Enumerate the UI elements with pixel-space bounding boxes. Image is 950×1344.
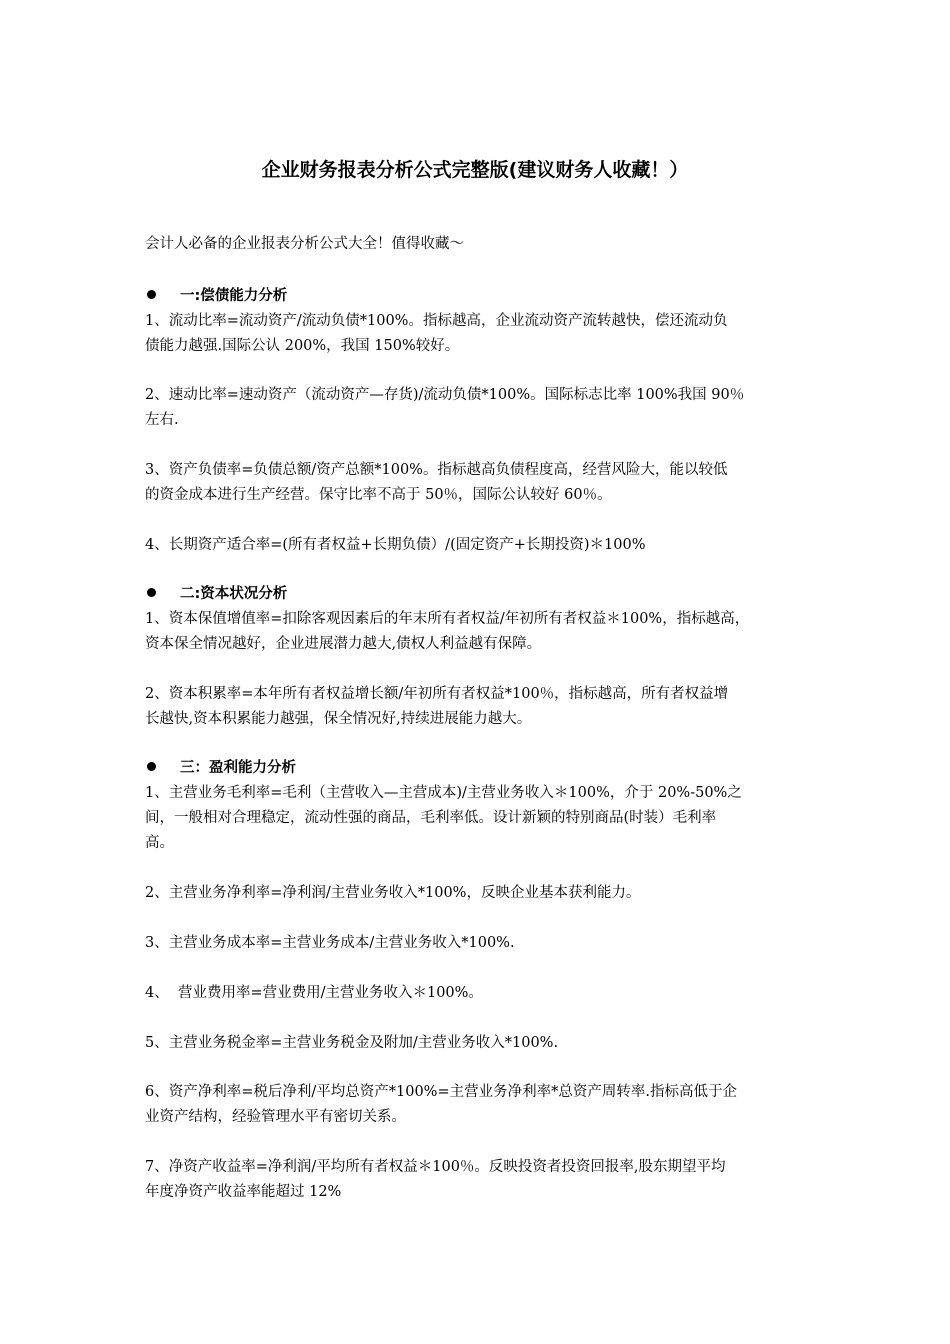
text-line: 1、流动比率=流动资产/流动负债*100%。指标越高，企业流动资产流转越快，偿还流动负 [145,313,728,329]
text-line: 1、资本保值增值率=扣除客观因素后的年末所有者权益/年初所有者权益＊100%，指标越高， [145,611,750,627]
text-line: 业资产结构，经验管理水平有密切关系。 [145,1109,406,1125]
paragraph [145,1031,815,1056]
document-title: 企业财务报表分析公式完整版(建议财务人收藏！） [261,159,689,181]
paragraph [145,383,815,433]
text-line: 债能力越强.国际公认 200%，我国 150%较好。 [145,338,460,354]
paragraph [145,881,815,906]
text-line: 间，一般相对合理稳定，流动性强的商品，毛利率低。设计新颖的特别商品(时装）毛利率 [145,810,717,826]
paragraph [145,1155,815,1205]
intro-text: 会计人必备的企业报表分析公式大全！值得收藏～ [145,236,464,252]
paragraph [145,533,815,558]
paragraph [145,458,815,508]
text-line: 4、 营业费用率=营业费用/主营业务收入＊100%。 [145,985,483,1001]
bullet-icon [147,290,156,299]
section-heading-solvency [145,284,815,309]
text-line: 7、净资产收益率=净利润/平均所有者权益＊100％。反映投资者投资回报率,股东期望平均 [145,1159,726,1175]
paragraph [145,781,815,856]
paragraph [145,309,815,359]
text-line: 高。 [145,835,174,851]
text-line: 1、主营业务毛利率=毛利（主营收入—主营成本)/主营业务收入＊100%，介于 20%-50%之 [145,785,742,801]
text-line: 5、主营业务税金率=主营业务税金及附加/主营业务收入*100%. [145,1035,559,1051]
bullet-icon [147,588,156,597]
text-line: 资本保全情况越好，企业进展潜力越大,债权人利益越有保障。 [145,636,542,652]
bullet-icon [147,762,156,771]
text-line: 4、长期资产适合率=(所有者权益+长期负债）/(固定资产+长期投资)＊100% [145,537,646,553]
paragraph [145,981,815,1006]
text-line: 3、资产负债率=负债总额/资产总额*100%。指标越高负债程度高，经营风险大，能以较低 [145,462,728,478]
text-line: 年度净资产收益率能超过 12% [145,1184,342,1200]
paragraph [145,607,815,657]
text-line: 的资金成本进行生产经营。保守比率不高于 50％，国际公认较好 60％。 [145,487,612,503]
text-line: 2、主营业务净利率=净利润/主营业务收入*100%，反映企业基本获利能力。 [145,885,641,901]
paragraph [145,1080,815,1130]
section-heading-capital [145,582,815,607]
section-heading-profitability [145,756,815,781]
section-heading-text: 二:资本状况分析 [180,586,288,602]
text-line: 长越快,资本积累能力越强，保全情况好,持续进展能力越大。 [145,711,532,727]
section-heading-text: 三：盈利能力分析 [180,760,296,776]
text-line: 左右. [145,412,179,428]
text-line: 3、主营业务成本率=主营业务成本/主营业务收入*100%. [145,935,515,951]
text-line: 2、速动比率=速动资产（流动资产—存货)/流动负债*100%。国际标志比率 100%我国 90％ [145,387,745,403]
section-heading-text: 一:偿债能力分析 [180,288,288,304]
paragraph [145,931,815,956]
paragraph [145,682,815,732]
text-line: 6、资产净利率=税后净利/平均总资产*100%=主营业务净利率*总资产周转率.指标高低于企 [145,1084,737,1100]
text-line: 2、资本积累率=本年所有者权益增长额/年初所有者权益*100％，指标越高，所有者权益增 [145,686,729,702]
